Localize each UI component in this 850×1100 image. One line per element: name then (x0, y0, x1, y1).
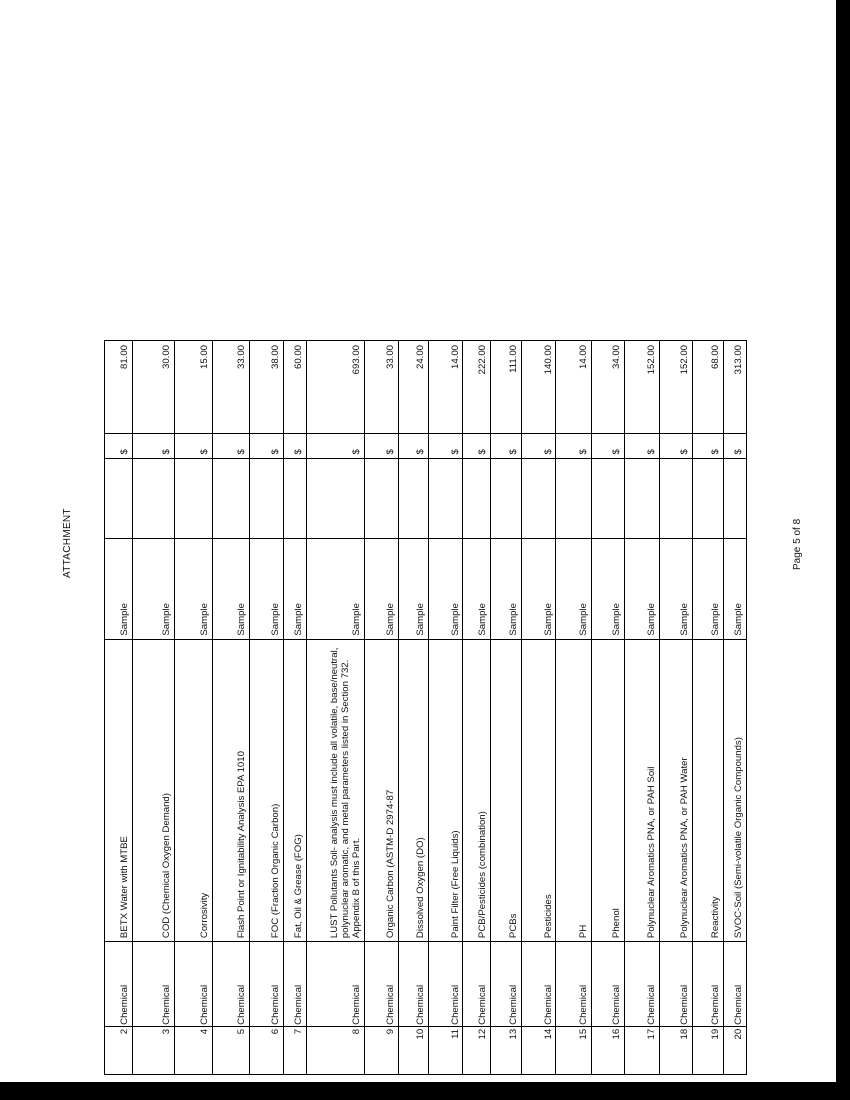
category-cell: Chemical (556, 942, 592, 1027)
category-cell: Chemical (175, 942, 213, 1027)
amount-cell: 81.00 (105, 341, 133, 434)
blank-cell (105, 458, 133, 539)
description-cell: PH (556, 639, 592, 941)
category-cell: Chemical (398, 942, 428, 1027)
category-cell: Chemical (463, 942, 491, 1027)
unit-cell: Sample (398, 539, 428, 639)
currency-cell: $ (521, 433, 555, 458)
description-cell: BETX Water with MTBE (105, 639, 133, 941)
row-number: 8 (307, 1026, 364, 1074)
row-number: 19 (692, 1026, 723, 1074)
row-number: 4 (175, 1026, 213, 1074)
blank-cell (625, 458, 659, 539)
description-cell: PCBs (490, 639, 521, 941)
category-cell: Chemical (625, 942, 659, 1027)
page-title: ATTACHMENT (62, 508, 73, 578)
currency-cell: $ (284, 433, 307, 458)
category-cell: Chemical (692, 942, 723, 1027)
unit-cell: Sample (463, 539, 491, 639)
amount-cell: 140.00 (521, 341, 555, 434)
table-row (463, 341, 491, 1075)
row-number: 6 (249, 1026, 283, 1074)
table-row (249, 341, 283, 1075)
row-number: 2 (105, 1026, 133, 1074)
row-number: 7 (284, 1026, 307, 1074)
table-row (556, 341, 592, 1075)
blank-cell (659, 458, 692, 539)
category-cell: Chemical (428, 942, 462, 1027)
unit-cell: Sample (490, 539, 521, 639)
amount-cell: 15.00 (175, 341, 213, 434)
table-row (659, 341, 692, 1075)
currency-cell: $ (212, 433, 249, 458)
description-cell: COD (Chemical Oxygen Demand) (132, 639, 174, 941)
blank-cell (398, 458, 428, 539)
blank-cell (132, 458, 174, 539)
amount-cell: 152.00 (625, 341, 659, 434)
category-cell: Chemical (591, 942, 624, 1027)
unit-cell: Sample (175, 539, 213, 639)
row-number: 10 (398, 1026, 428, 1074)
category-cell: Chemical (249, 942, 283, 1027)
blank-cell (521, 458, 555, 539)
amount-cell: 68.00 (692, 341, 723, 434)
unit-cell: Sample (364, 539, 398, 639)
description-cell: Reactivity (692, 639, 723, 941)
amount-cell: 34.00 (591, 341, 624, 434)
description-cell: Fat, Oil & Grease (FOG) (284, 639, 307, 941)
description-cell: Polynuclear Aromatics PNA, or PAH Water (659, 639, 692, 941)
unit-cell: Sample (692, 539, 723, 639)
currency-cell: $ (132, 433, 174, 458)
description-cell: Corrosivity (175, 639, 213, 941)
amount-cell: 60.00 (284, 341, 307, 434)
currency-cell: $ (428, 433, 462, 458)
row-number: 18 (659, 1026, 692, 1074)
table-row (284, 341, 307, 1075)
unit-cell: Sample (212, 539, 249, 639)
blank-cell (463, 458, 491, 539)
currency-cell: $ (723, 433, 746, 458)
description-cell: Dissolved Oxygen (DO) (398, 639, 428, 941)
currency-cell: $ (364, 433, 398, 458)
blank-cell (249, 458, 283, 539)
blank-cell (307, 458, 364, 539)
table-row (398, 341, 428, 1075)
description-cell: Polynuclear Aromatics PNA, or PAH Soil (625, 639, 659, 941)
unit-cell: Sample (105, 539, 133, 639)
category-cell: Chemical (307, 942, 364, 1027)
unit-cell: Sample (249, 539, 283, 639)
category-cell: Chemical (490, 942, 521, 1027)
price-table (104, 340, 747, 1075)
table-row (521, 341, 555, 1075)
table-row (723, 341, 746, 1075)
currency-cell: $ (659, 433, 692, 458)
unit-cell: Sample (284, 539, 307, 639)
unit-cell: Sample (556, 539, 592, 639)
category-cell: Chemical (212, 942, 249, 1027)
amount-cell: 33.00 (212, 341, 249, 434)
table-row (428, 341, 462, 1075)
currency-cell: $ (625, 433, 659, 458)
description-cell: SVOC-Soil (Semi-volatile Organic Compounds) (723, 639, 746, 941)
blank-cell (364, 458, 398, 539)
blank-cell (428, 458, 462, 539)
blank-cell (490, 458, 521, 539)
blank-cell (692, 458, 723, 539)
unit-cell: Sample (428, 539, 462, 639)
row-number: 9 (364, 1026, 398, 1074)
currency-cell: $ (490, 433, 521, 458)
table-row (132, 341, 174, 1075)
table-row (591, 341, 624, 1075)
currency-cell: $ (692, 433, 723, 458)
blank-cell (591, 458, 624, 539)
table-row (175, 341, 213, 1075)
unit-cell: Sample (723, 539, 746, 639)
category-cell: Chemical (364, 942, 398, 1027)
currency-cell: $ (556, 433, 592, 458)
table-row (105, 341, 133, 1075)
table-row (212, 341, 249, 1075)
row-number: 17 (625, 1026, 659, 1074)
blank-cell (175, 458, 213, 539)
category-cell: Chemical (105, 942, 133, 1027)
amount-cell: 152.00 (659, 341, 692, 434)
scan-edge-bottom (0, 1082, 850, 1100)
scan-edge-right (836, 0, 850, 1100)
description-cell: Paint Filter (Free Liquids) (428, 639, 462, 941)
unit-cell: Sample (307, 539, 364, 639)
row-number: 15 (556, 1026, 592, 1074)
row-number: 3 (132, 1026, 174, 1074)
table-row (490, 341, 521, 1075)
currency-cell: $ (249, 433, 283, 458)
category-cell: Chemical (521, 942, 555, 1027)
table-body (105, 341, 747, 1075)
amount-cell: 313.00 (723, 341, 746, 434)
table-row (625, 341, 659, 1075)
unit-cell: Sample (521, 539, 555, 639)
category-cell: Chemical (659, 942, 692, 1027)
description-cell: Phenol (591, 639, 624, 941)
category-cell: Chemical (284, 942, 307, 1027)
unit-cell: Sample (591, 539, 624, 639)
amount-cell: 30.00 (132, 341, 174, 434)
amount-cell: 222.00 (463, 341, 491, 434)
currency-cell: $ (105, 433, 133, 458)
table-row (692, 341, 723, 1075)
row-number: 14 (521, 1026, 555, 1074)
amount-cell: 33.00 (364, 341, 398, 434)
row-number: 20 (723, 1026, 746, 1074)
amount-cell: 38.00 (249, 341, 283, 434)
amount-cell: 111.00 (490, 341, 521, 434)
description-cell: LUST Pollutants Soil- analysis must include all volatile, base/neutral, polynuclear aromatic, and metal parameters listed in Section 732. Appendix B of this Part. (307, 639, 364, 941)
unit-cell: Sample (132, 539, 174, 639)
page-number: Page 5 of 8 (792, 518, 803, 570)
unit-cell: Sample (659, 539, 692, 639)
unit-cell: Sample (625, 539, 659, 639)
blank-cell (556, 458, 592, 539)
amount-cell: 14.00 (428, 341, 462, 434)
row-number: 11 (428, 1026, 462, 1074)
amount-cell: 14.00 (556, 341, 592, 434)
row-number: 13 (490, 1026, 521, 1074)
description-cell: FOC (Fraction Organic Carbon) (249, 639, 283, 941)
description-cell: Pesticides (521, 639, 555, 941)
amount-cell: 693.00 (307, 341, 364, 434)
table-row (307, 341, 364, 1075)
description-cell: Organic Carbon (ASTM-D 2974-87 (364, 639, 398, 941)
blank-cell (723, 458, 746, 539)
row-number: 16 (591, 1026, 624, 1074)
blank-cell (284, 458, 307, 539)
currency-cell: $ (463, 433, 491, 458)
description-cell: Flash Point or Ignitability Analysis EPA 1010 (212, 639, 249, 941)
currency-cell: $ (307, 433, 364, 458)
description-cell: PCB/Pesticides (combination) (463, 639, 491, 941)
currency-cell: $ (175, 433, 213, 458)
table-row (364, 341, 398, 1075)
category-cell: Chemical (132, 942, 174, 1027)
currency-cell: $ (591, 433, 624, 458)
currency-cell: $ (398, 433, 428, 458)
row-number: 5 (212, 1026, 249, 1074)
row-number: 12 (463, 1026, 491, 1074)
amount-cell: 24.00 (398, 341, 428, 434)
category-cell: Chemical (723, 942, 746, 1027)
blank-cell (212, 458, 249, 539)
